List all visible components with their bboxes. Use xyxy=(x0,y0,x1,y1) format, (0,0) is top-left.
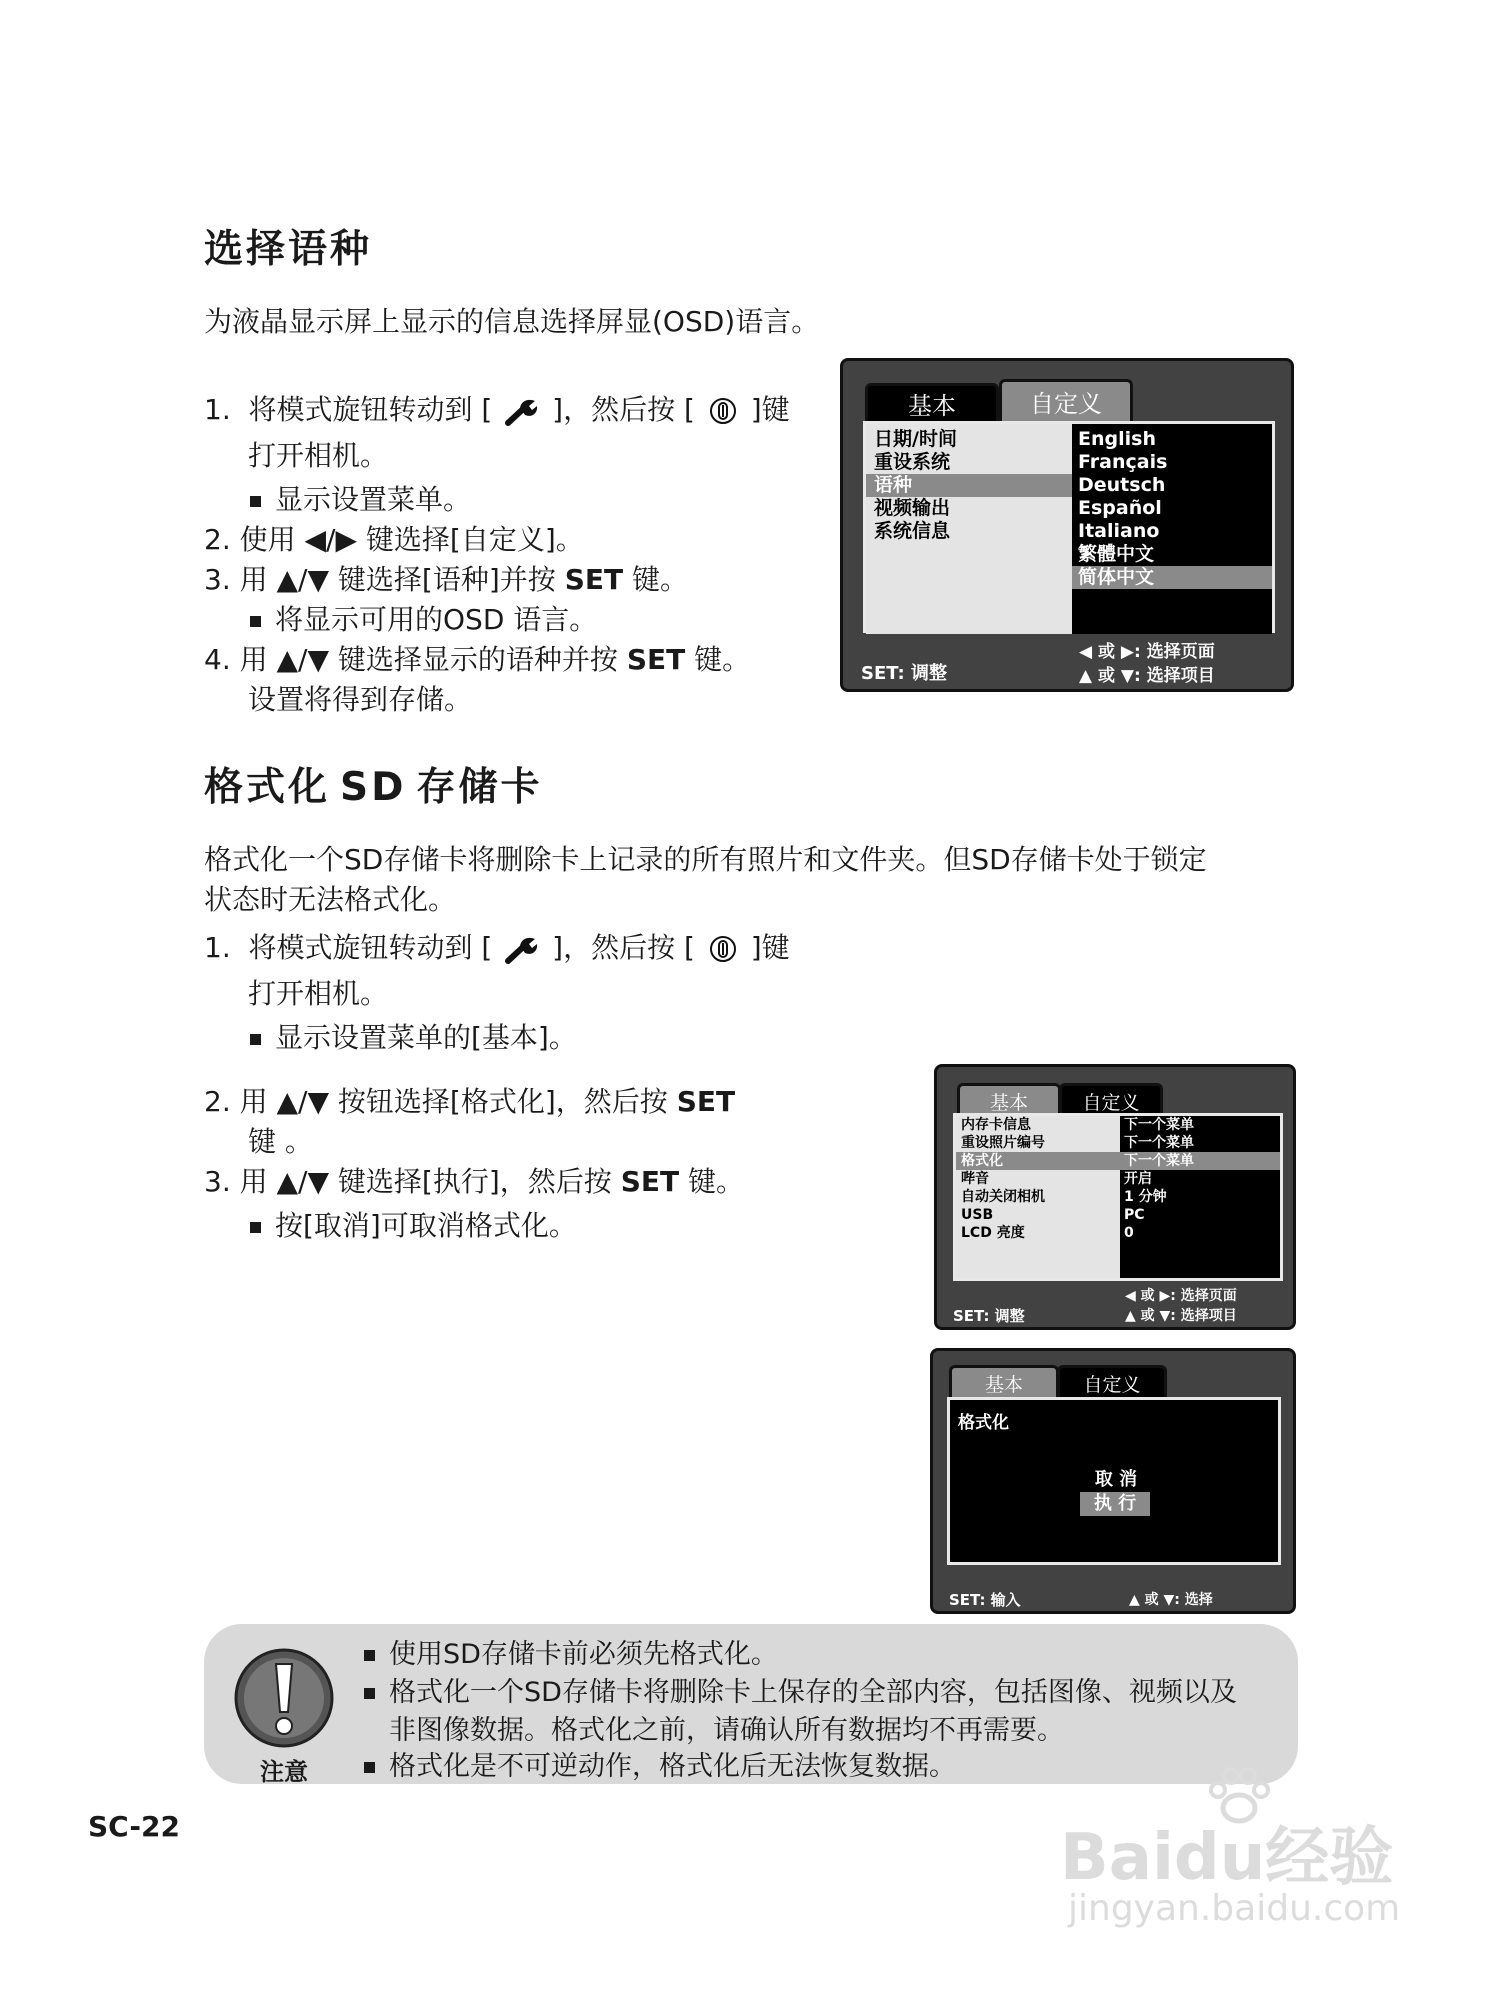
watermark-url: jingyan.baidu.com xyxy=(1068,1888,1401,1929)
footer-set-adjust: SET: 调整 xyxy=(953,1307,1025,1325)
power-button-icon xyxy=(708,934,738,964)
menu-item[interactable]: 哔音 xyxy=(961,1171,989,1187)
footer-page-hint: ◀ 或 ▶: 选择页面 xyxy=(1125,1288,1237,1304)
option-cancel[interactable]: 取 消 xyxy=(1094,1469,1138,1490)
menu-option[interactable]: Deutsch xyxy=(1078,474,1166,496)
menu-option[interactable]: 下一个菜单 xyxy=(1120,1152,1280,1170)
menu-option[interactable]: PC xyxy=(1124,1207,1145,1223)
note-item: 格式化一个SD存储卡将删除卡上保存的全部内容，包括图像、视频以及 xyxy=(364,1670,1237,1709)
menu-item[interactable]: 重设照片编号 xyxy=(961,1135,1045,1151)
menu-item[interactable]: 语种 xyxy=(866,474,1072,497)
footer-set-adjust: SET: 调整 xyxy=(861,663,948,684)
menu-option[interactable]: 繁體中文 xyxy=(1078,543,1155,565)
footer-item-hint: ▲ 或 ▼: 选择项目 xyxy=(1079,666,1215,686)
section-title-format: 格式化 SD 存储卡 xyxy=(204,765,543,810)
menu-list xyxy=(956,1116,1120,1278)
confirm-panel xyxy=(947,1397,1281,1565)
language-options xyxy=(1072,424,1272,634)
note-item-continued: 非图像数据。格式化之前，请确认所有数据均不再需要。 xyxy=(389,1715,1064,1746)
menu-option[interactable]: 1 分钟 xyxy=(1124,1189,1167,1205)
menu-item[interactable]: 自动关闭相机 xyxy=(961,1189,1045,1205)
menu-item[interactable]: 格式化 xyxy=(956,1152,1120,1170)
menu-item[interactable]: LCD 亮度 xyxy=(961,1225,1025,1241)
footer-set-enter: SET: 输入 xyxy=(949,1591,1021,1609)
camera-screen-language xyxy=(840,358,1294,692)
tab-custom: 自定义 xyxy=(999,379,1133,423)
menu-item[interactable]: 日期/时间 xyxy=(874,428,957,450)
menu-item[interactable]: 重设系统 xyxy=(874,451,951,473)
tab-custom: 自定义 xyxy=(1057,1365,1167,1399)
menu-option[interactable]: Italiano xyxy=(1078,520,1160,542)
section-intro-language: 为液晶显示屏上显示的信息选择屏显(OSD)语言。 xyxy=(204,305,820,338)
menu-option[interactable]: 0 xyxy=(1124,1225,1134,1241)
camera-screen-format-menu xyxy=(934,1064,1296,1330)
tab-basic: 基本 xyxy=(949,1365,1059,1399)
wrench-icon xyxy=(505,396,539,426)
section-intro-format-1: 格式化一个SD存储卡将删除卡上记录的所有照片和文件夹。但SD存储卡处于锁定 xyxy=(204,843,1207,876)
menu-option[interactable]: 开启 xyxy=(1124,1171,1152,1187)
bullet-icon xyxy=(364,1650,375,1661)
note-label: 注意 xyxy=(260,1758,308,1786)
menu-option[interactable]: Français xyxy=(1078,451,1168,473)
bullet-icon xyxy=(364,1688,375,1699)
camera-screen-format-confirm xyxy=(930,1348,1296,1614)
power-button-icon xyxy=(708,396,738,426)
wrench-icon xyxy=(505,934,539,964)
warning-icon xyxy=(232,1646,336,1750)
menu-panel xyxy=(953,1113,1283,1281)
footer-page-hint: ◀ 或 ▶: 选择页面 xyxy=(1079,642,1215,662)
menu-item[interactable]: 视频输出 xyxy=(874,497,951,519)
bullet-icon xyxy=(250,1222,261,1233)
footer-select-hint: ▲ 或 ▼: 选择 xyxy=(1129,1592,1213,1608)
tab-basic: 基本 xyxy=(957,1083,1061,1117)
bullet-icon xyxy=(250,616,261,627)
note-box xyxy=(204,1624,1298,1784)
bullet-icon xyxy=(364,1762,375,1773)
note-item: 格式化是不可逆动作，格式化后无法恢复数据。 xyxy=(364,1744,956,1783)
footer-item-hint: ▲ 或 ▼: 选择项目 xyxy=(1125,1308,1237,1324)
option-execute[interactable]: 执 行 xyxy=(1080,1492,1150,1516)
bullet-icon xyxy=(250,1034,261,1045)
tab-custom: 自定义 xyxy=(1059,1083,1163,1117)
confirm-heading: 格式化 xyxy=(958,1413,1009,1433)
menu-values xyxy=(1120,1116,1280,1278)
tab-basic: 基本 xyxy=(865,383,999,423)
menu-panel xyxy=(863,421,1275,633)
watermark-brand: Baidu经验 xyxy=(1060,1821,1394,1895)
section-title-language: 选择语种 xyxy=(204,227,373,272)
page-number: SC-22 xyxy=(88,1810,180,1843)
section-intro-format-2: 状态时无法格式化。 xyxy=(204,883,457,916)
menu-option[interactable]: 简体中文 xyxy=(1072,566,1272,589)
menu-item[interactable]: USB xyxy=(961,1207,994,1223)
menu-option[interactable]: Español xyxy=(1078,497,1162,519)
menu-option[interactable]: 下一个菜单 xyxy=(1124,1135,1194,1151)
menu-list xyxy=(866,424,1072,634)
menu-option[interactable]: 下一个菜单 xyxy=(1124,1117,1194,1133)
menu-item[interactable]: 系统信息 xyxy=(874,520,951,542)
menu-option[interactable]: English xyxy=(1078,428,1156,450)
menu-item[interactable]: 内存卡信息 xyxy=(961,1117,1031,1133)
note-item: 使用SD存储卡前必须先格式化。 xyxy=(364,1632,778,1671)
bullet-icon xyxy=(250,496,261,507)
